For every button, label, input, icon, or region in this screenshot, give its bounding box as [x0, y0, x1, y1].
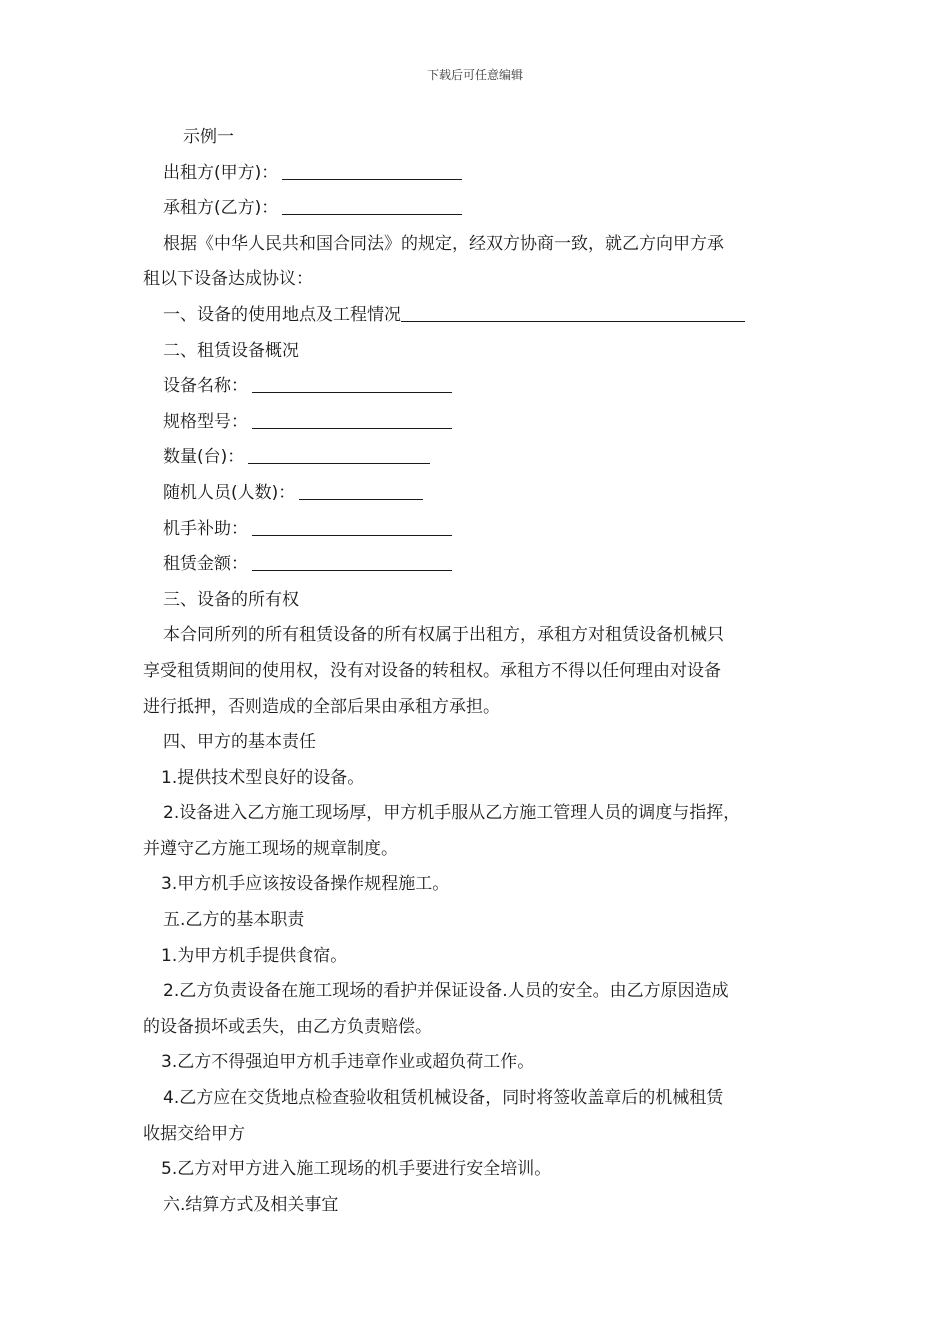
- page-header: 下载后可任意编辑: [426, 68, 523, 82]
- equipment-name-line: [143, 369, 823, 405]
- quantity-label: 数量(台)：: [163, 447, 245, 468]
- spec-line: [143, 405, 823, 441]
- staff-blank[interactable]: [299, 481, 423, 500]
- section-5-item-3: 3.乙方不得强迫甲方机手违章作业或超负荷工作。: [161, 1052, 535, 1073]
- spec-blank[interactable]: [252, 410, 452, 429]
- lessor-line: [143, 156, 823, 192]
- section-1-line: [143, 298, 823, 334]
- section-4-item-2a: 2.设备进入乙方施工现场厚，甲方机手服从乙方施工管理人员的调度与指挥，: [163, 803, 741, 824]
- section-2-heading: 二、租赁设备概况: [163, 340, 299, 361]
- amount-label: 租赁金额：: [163, 554, 248, 575]
- section-5-item-2a: 2.乙方负责设备在施工现场的看护并保证设备.人员的安全。由乙方原因造成: [163, 981, 729, 1002]
- quantity-line: [143, 440, 823, 476]
- section-5-item-5: 5.乙方对甲方进入施工现场的机手要进行安全培训。: [161, 1159, 552, 1180]
- lessee-line: [143, 191, 823, 227]
- equipment-name-blank[interactable]: [252, 374, 452, 393]
- contract-body: [143, 120, 823, 1223]
- lessor-blank[interactable]: [282, 161, 462, 180]
- section-5-item-2b: 的设备损坏或丢失，由乙方负责赔偿。: [143, 1016, 432, 1037]
- section-3-para-2: 享受租赁期间的使用权，没有对设备的转租权。承租方不得以任何理由对设备: [143, 660, 721, 681]
- example-title: 示例一: [183, 127, 234, 147]
- subsidy-blank[interactable]: [252, 517, 452, 536]
- staff-label: 随机人员(人数)：: [163, 482, 296, 503]
- section-1-heading: 一、设备的使用地点及工程情况: [163, 304, 401, 325]
- section-5-heading: 五.乙方的基本职责: [163, 910, 305, 931]
- section-3-heading: 三、设备的所有权: [163, 589, 299, 610]
- section-3-para-3: 进行抵押，否则造成的全部后果由承租方承担。: [143, 696, 500, 717]
- intro-line-2: 租以下设备达成协议：: [143, 269, 313, 290]
- staff-line: [143, 476, 823, 512]
- section-4-item-3: 3.甲方机手应该按设备操作规程施工。: [161, 874, 450, 895]
- section-3-para-1: 本合同所列的所有租赁设备的所有权属于出租方，承租方对租赁设备机械只: [163, 625, 724, 646]
- amount-blank[interactable]: [252, 552, 452, 571]
- section-6-heading: 六.结算方式及相关事宜: [163, 1194, 339, 1215]
- section-5-item-4b: 收据交给甲方: [143, 1123, 245, 1144]
- section-4-item-1: 1.提供技术型良好的设备。: [161, 767, 365, 788]
- section-5-item-4a: 4.乙方应在交货地点检查验收租赁机械设备，同时将签收盖章后的机械租赁: [163, 1088, 724, 1109]
- intro-line-1: 根据《中华人民共和国合同法》的规定，经双方协商一致，就乙方向甲方承: [163, 233, 724, 254]
- section-4-item-2b: 并遵守乙方施工现场的规章制度。: [143, 838, 398, 859]
- amount-line: [143, 547, 823, 583]
- subsidy-line: [143, 512, 823, 548]
- lessor-label: 出租方(甲方)：: [163, 162, 279, 183]
- equipment-name-label: 设备名称：: [163, 376, 248, 397]
- section-1-blank[interactable]: [401, 303, 745, 322]
- subsidy-label: 机手补助：: [163, 518, 248, 539]
- spec-label: 规格型号：: [163, 411, 248, 432]
- quantity-blank[interactable]: [248, 445, 430, 464]
- section-5-item-1: 1.为甲方机手提供食宿。: [161, 945, 348, 966]
- lessee-label: 承租方(乙方)：: [163, 198, 279, 219]
- section-4-heading: 四、甲方的基本责任: [163, 732, 316, 753]
- lessee-blank[interactable]: [282, 196, 462, 215]
